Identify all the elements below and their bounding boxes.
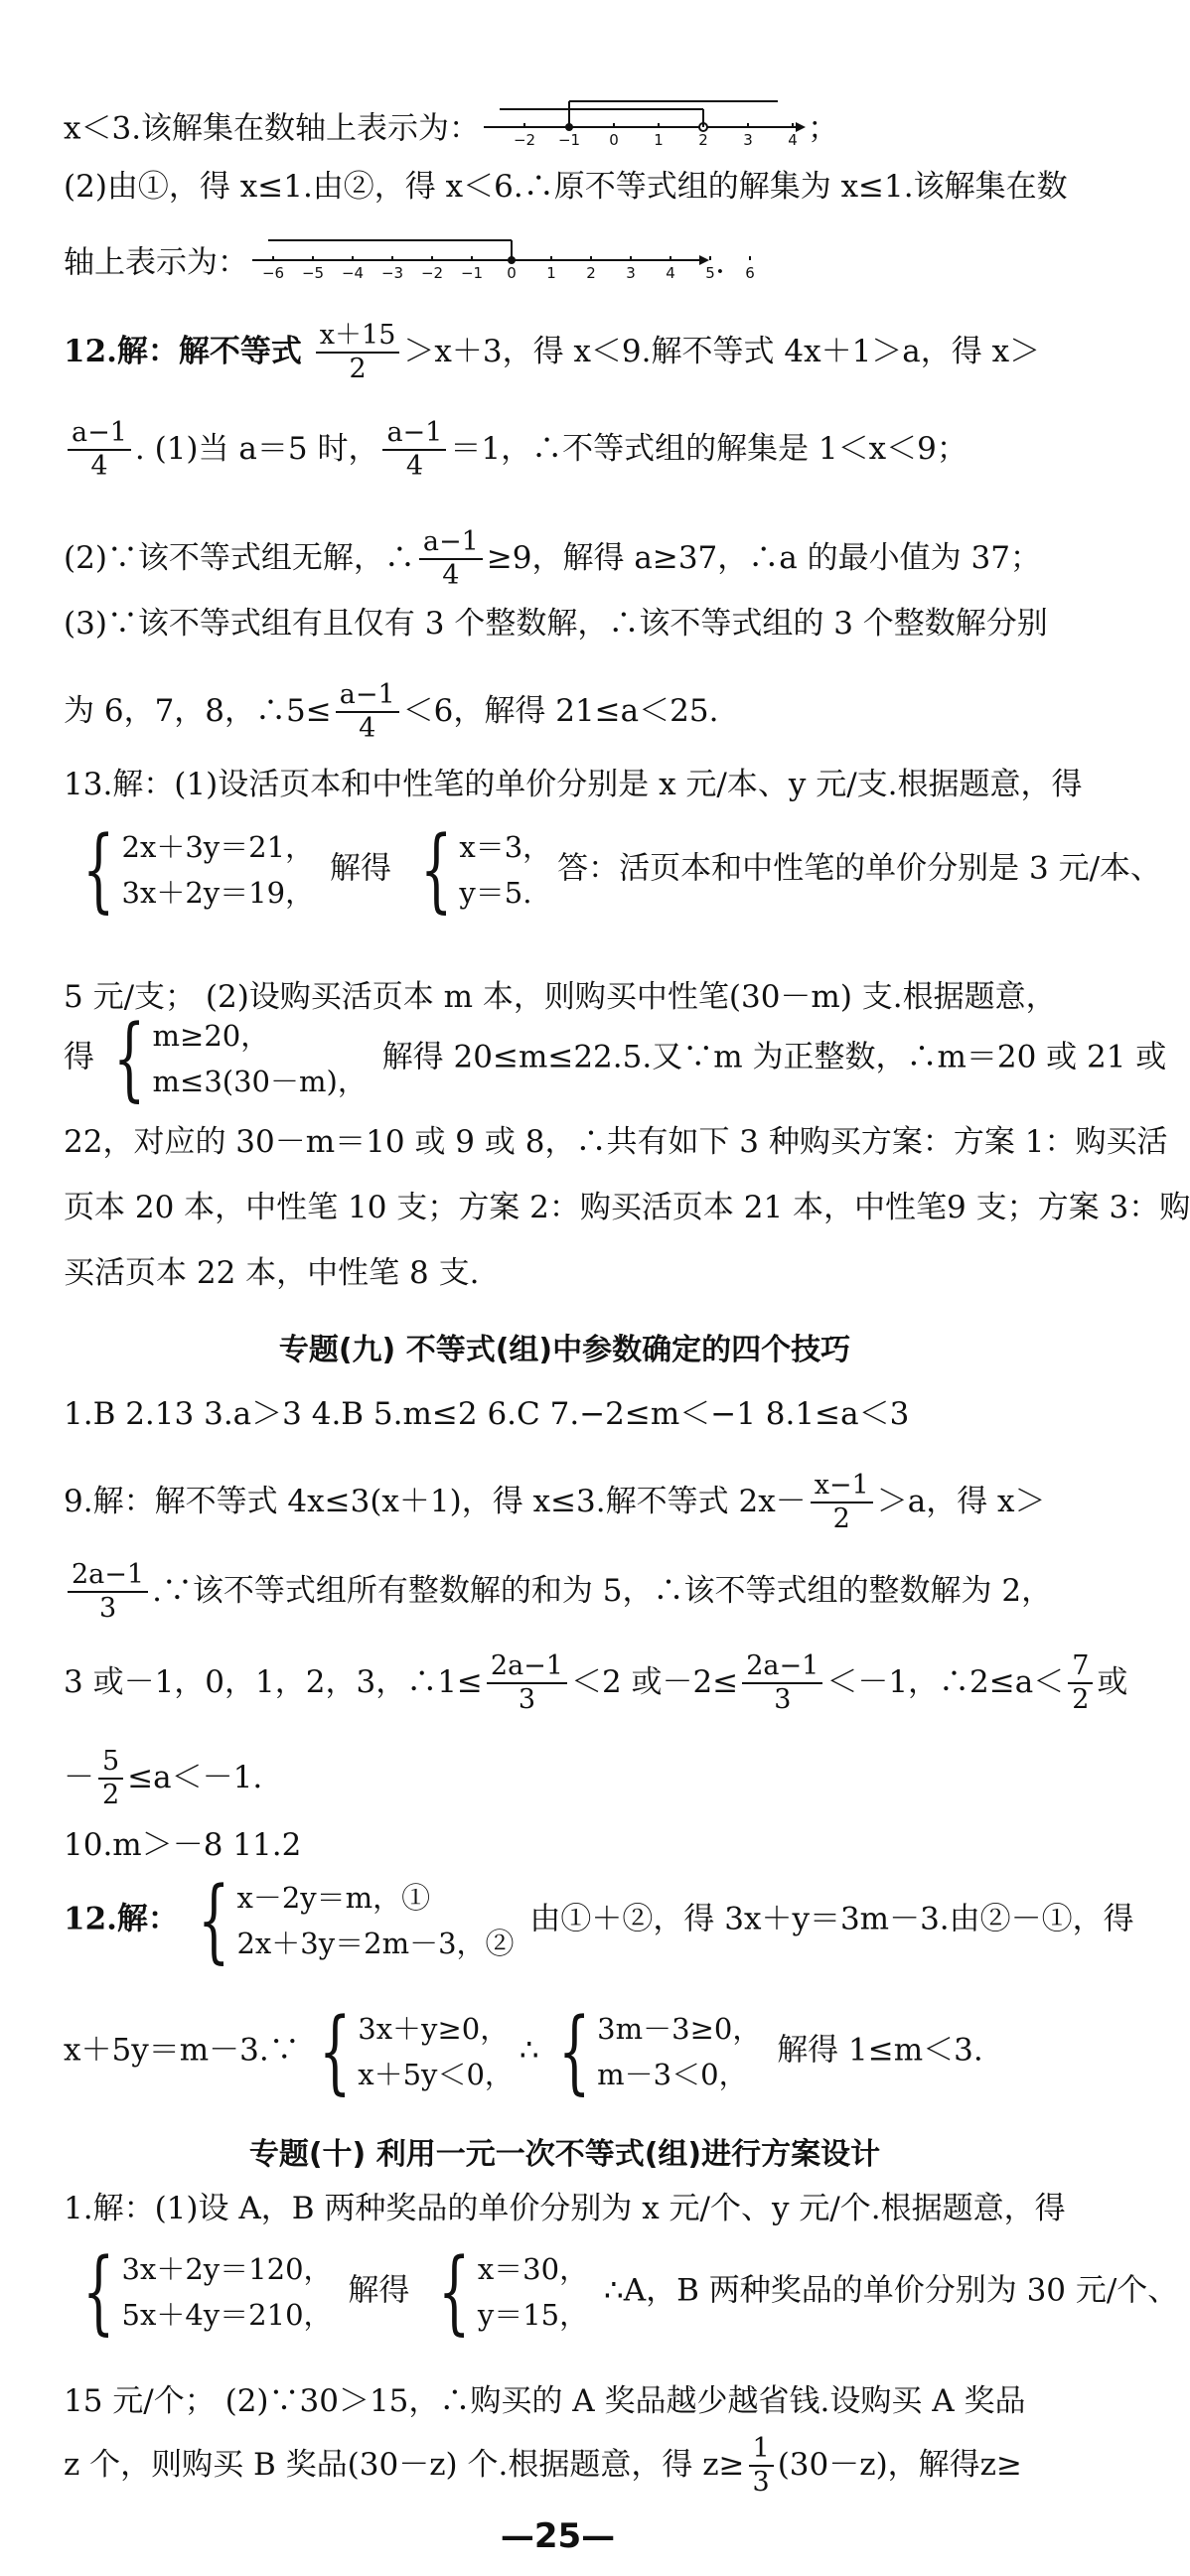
text: ＜2 或－2≤ [570,1663,739,1700]
text: 或 [1097,1663,1128,1700]
denominator: 4 [90,451,108,483]
tick-label: 3 [626,264,636,282]
denominator: 4 [405,451,423,483]
fraction [1068,1650,1093,1717]
text-line [64,1998,1066,2104]
equation: 3x＋y≥0， [358,2012,510,2046]
text: 解得 20≤m≤22.5.又∵m 为正整数，∴m＝20 或 21 或 [381,1039,1167,1075]
text: (30－z)，解得z≥ [777,2446,1022,2483]
text: 3 或－1，0，1，2，3，∴1≤ [64,1663,483,1700]
tick-label: −1 [460,264,484,282]
denominator: 3 [518,1684,536,1716]
numerator: 2a−1 [742,1650,822,1684]
section-title: 专题(九) 不等式(组)中参数确定的四个技巧 [278,1333,851,1367]
text: 12.解：解不等式 [64,333,302,369]
text-line [64,234,1066,294]
tick-label: −5 [301,264,325,282]
page-number: —25— [500,2516,616,2556]
text: . [715,244,725,281]
text-line [64,816,1162,923]
text: .∵该不等式组所有整数解的和为 5，∴该不等式组的整数解为 2， [152,1572,1053,1609]
text: ∴ [519,2032,539,2069]
text-line: 22，对应的 30－m＝10 或 9 或 8，∴共有如下 3 种购买方案：方案 1：购买活 [64,1124,1168,1160]
denominator: 2 [349,354,367,385]
tick-label: 1 [546,264,556,282]
answers-line: 1.B 2.13 3.a＞3 4.B 5.m≤2 6.C 7.−2≤m＜−1 8.1≤a＜3 [64,1396,910,1432]
numerator: a−1 [382,417,446,451]
equation-system: { m≥20， m≤3(30－m)， [113,1005,367,1111]
numerator: 2a−1 [68,1559,148,1593]
tick-label: 0 [609,131,619,149]
text-line: 15 元/个； (2)∵30＞15，∴购买的 A 奖品越少越省钱.设购买 A 奖品 [64,2383,1026,2419]
text: ＜6，解得 21≤a＜25. [402,692,719,729]
fraction [68,417,131,484]
text-line [64,320,1066,386]
tick-label: −2 [420,264,444,282]
tick-label: 6 [745,264,755,282]
fraction [68,1559,148,1626]
numerator: a−1 [419,526,483,560]
numerator: a−1 [68,417,131,451]
text-line: 页本 20 本，中性笔 10 支；方案 2：购买活页本 21 本，中性笔9 支；方案 3：购 [64,1190,1190,1225]
text: 9.解：解不等式 4x≤3(x＋1)，得 x≤3.解不等式 2x－ [64,1483,807,1519]
text-line [64,417,1066,484]
tick-label: 0 [507,264,517,282]
numerator: a−1 [336,679,399,713]
denominator: 2 [1072,1684,1090,1716]
tick-label: 4 [788,131,798,149]
equation-system: { 3x＋2y＝120， 5x＋4y＝210， [82,2238,333,2345]
text: 解得 [348,2272,410,2309]
section-title: 专题(十) 利用一元一次不等式(组)进行方案设计 [248,2137,881,2172]
text-line: 买活页本 22 本，中性笔 8 支. [64,1255,480,1291]
text: 解得 [329,850,391,887]
equation: x－2y＝m，① [236,1881,431,1915]
text-line [64,679,1066,746]
equation-system: { x＝3， y＝5. [419,816,552,923]
numerator: 2a−1 [487,1650,567,1684]
text: ＞x＋3，得 x＜9.解不等式 4x＋1＞a，得 x＞ [403,333,1041,369]
fraction [336,679,399,746]
tick-label: 5 [705,264,715,282]
equation: m－3＜0， [597,2058,748,2091]
text-line [64,2433,1066,2500]
fraction [382,417,446,484]
equation: 3m－3≥0， [597,2012,762,2046]
equation: x＝30， [477,2252,589,2286]
text-line: 10.m＞－8 11.2 [64,1827,302,1863]
denominator: 2 [832,1503,850,1535]
text: . (1)当 a＝5 时， [134,430,379,467]
fraction [811,1470,873,1536]
numerator: 1 [749,2433,774,2467]
numerator: 5 [98,1746,123,1780]
numerator: 7 [1068,1650,1093,1684]
text: x＋5y＝m－3.∵ [64,2032,300,2069]
text-line [64,526,1066,593]
text: 12.解： [64,1901,179,1937]
text: 由①＋②，得 3x＋y＝3m－3.由②－①，得 [529,1901,1134,1937]
fraction [419,526,483,593]
text: ＝1，∴不等式组的解集是 1＜x＜9； [450,430,967,467]
text: 得 [64,1039,94,1075]
tick-label: 1 [654,131,664,149]
text: ＜－1，∴2≤a＜ [826,1663,1065,1700]
equation: 3x＋2y＝120， [121,2252,333,2286]
text-line [64,1650,1128,1717]
equation: m≤3(30－m)， [152,1065,367,1098]
denominator: 3 [774,1684,792,1716]
text: ≥9，解得 a≥37，∴a 的最小值为 37； [486,539,1041,576]
text-line: (2)由①，得 x≤1.由②，得 x＜6.∴原不等式组的解集为 x≤1.该解集在数 [64,169,1068,205]
text-line [64,95,1066,165]
text: ； [808,110,839,147]
numerator: x＋15 [316,320,400,354]
text: x＜3.该解集在数轴上表示为： [64,110,481,147]
number-line-1 [480,95,808,165]
equation: m≥20， [152,1019,270,1053]
text: 解得 1≤m＜3. [777,2032,983,2069]
denominator: 2 [102,1780,120,1811]
equation-system: { x－2y＝m，① 2x＋3y＝2m－3，② [198,1867,515,1973]
equation: 3x＋2y＝19， [121,876,315,910]
tick-label: −4 [341,264,365,282]
text-line [64,1867,1134,1973]
tick-label: −2 [514,131,536,149]
denominator: 4 [359,713,376,745]
fraction [487,1650,567,1717]
denominator: 3 [752,2467,770,2499]
denominator: 3 [98,1593,117,1625]
equation: x＋5y＜0， [358,2058,514,2091]
equation-system: { x＝30， y＝15， [438,2238,589,2345]
text-line [64,2238,1179,2345]
numerator: x−1 [811,1470,873,1503]
text-line: 5 元/支； (2)设购买活页本 m 本，则购买中性笔(30－m) 支.根据题意， [64,979,1057,1015]
number-line-2 [248,234,755,294]
equation: y＝5. [459,876,532,910]
text-line [64,1746,1066,1812]
tick-label: −3 [380,264,404,282]
text-line [64,1005,1167,1111]
text-line: (3)∵该不等式组有且仅有 3 个整数解，∴该不等式组的 3 个整数解分别 [64,606,1048,642]
fraction [749,2433,774,2500]
equation: 2x＋3y＝2m－3，② [236,1927,515,1960]
tick-label: −1 [558,131,581,149]
denominator: 4 [442,560,460,592]
fraction [316,320,400,386]
text: 答：活页本和中性笔的单价分别是 3 元/本、 [557,850,1162,887]
text: ＞a，得 x＞ [876,1483,1046,1519]
text-line: 13.解：(1)设活页本和中性笔的单价分别是 x 元/本、y 元/支.根据题意，得 [64,767,1083,802]
fraction [742,1650,822,1717]
text-line: 1.解：(1)设 A，B 两种奖品的单价分别为 x 元/个、y 元/个.根据题意，得 [64,2191,1066,2226]
tick-label: 2 [698,131,708,149]
text: 为 6，7，8，∴5≤ [64,692,332,729]
text-line [64,1470,1066,1536]
text: ≤a＜－1. [127,1759,263,1795]
text: 轴上表示为： [64,244,248,281]
equation: 2x＋3y＝21， [121,830,315,864]
text: － [64,1759,94,1795]
equation: 5x＋4y＝210， [121,2298,333,2332]
equation-system: { 3m－3≥0， m－3＜0， [557,1998,762,2104]
tick-label: −6 [261,264,285,282]
tick-label: 2 [586,264,596,282]
fraction [98,1746,123,1812]
equation: y＝15， [477,2298,589,2332]
tick-label: 3 [743,131,753,149]
text-line [64,1559,1066,1626]
equation-system: { 2x＋3y＝21， 3x＋2y＝19， [82,816,315,923]
tick-label: 4 [666,264,675,282]
text: z 个，则购买 B 奖品(30－z) 个.根据题意，得 z≥ [64,2446,745,2483]
text: ∴A，B 两种奖品的单价分别为 30 元/个、 [603,2272,1179,2309]
text: (2)∵该不等式组无解，∴ [64,539,415,576]
equation-system: { 3x＋y≥0， x＋5y＜0， [318,1998,514,2104]
equation: x＝3， [459,830,552,864]
